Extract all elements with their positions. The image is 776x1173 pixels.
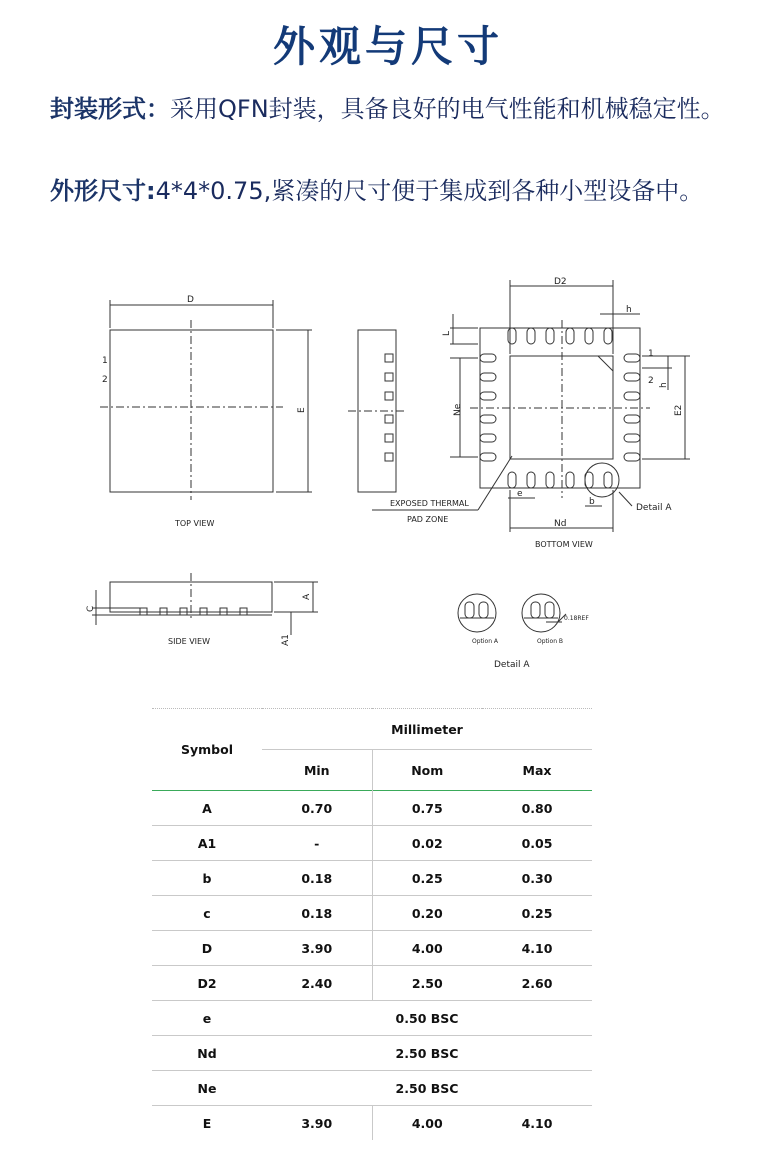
pin-2-bottom-label: 2	[648, 376, 654, 386]
option-a-label: Option A	[472, 638, 499, 645]
size-text: 4*4*0.75,紧凑的尺寸便于集成到各种小型设备中。	[155, 177, 704, 205]
row-max: 0.80	[482, 791, 592, 826]
detail-a-callout: Detail A	[636, 503, 672, 513]
table-row	[152, 896, 592, 931]
package-paragraph	[50, 94, 740, 124]
dim-a1-label: A1	[281, 634, 291, 646]
row-max: 0.30	[482, 861, 592, 896]
pin-1-bottom-label: 1	[648, 349, 654, 359]
row-nom: 0.20	[372, 896, 482, 931]
dim-e-pitch-label: e	[517, 489, 523, 499]
size-paragraph	[50, 176, 740, 206]
package-label: 封装形式：	[50, 95, 170, 123]
dim-l-label: L	[442, 330, 452, 336]
top-view-outline	[100, 300, 312, 500]
row-symbol: D	[152, 931, 262, 966]
table-row	[152, 1106, 592, 1141]
nom-header: Nom	[372, 750, 482, 791]
exposed-thermal-label: EXPOSED THERMAL	[390, 499, 469, 508]
dim-e-label: E	[297, 407, 307, 413]
table-row	[152, 1036, 592, 1071]
pad-zone-label: PAD ZONE	[407, 515, 449, 524]
bottom-view-caption: BOTTOM VIEW	[535, 540, 593, 549]
table-row	[152, 826, 592, 861]
dim-b-label: b	[589, 497, 595, 507]
dim-d-label: D	[187, 295, 194, 305]
table-row	[152, 791, 592, 826]
dim-h-right-label: h	[659, 382, 669, 388]
row-symbol: Ne	[152, 1071, 262, 1106]
package-drawing	[0, 270, 776, 680]
dimension-table	[152, 708, 592, 1140]
row-symbol: c	[152, 896, 262, 931]
top-view-caption: TOP VIEW	[175, 519, 215, 528]
dim-nd-label: Nd	[554, 519, 567, 529]
ref-018-label: 0.18REF	[564, 615, 589, 622]
package-text: 采用QFN封装，具备良好的电气性能和机械稳定性。	[170, 95, 725, 123]
detail-a-drawing	[458, 594, 566, 632]
side-view-outline	[92, 573, 318, 635]
row-nom: 4.00	[372, 931, 482, 966]
row-symbol: E	[152, 1106, 262, 1141]
row-min: 0.70	[262, 791, 372, 826]
dim-a-label: A	[302, 593, 312, 600]
row-max: 0.05	[482, 826, 592, 861]
row-symbol: b	[152, 861, 262, 896]
side-view-caption: SIDE VIEW	[168, 637, 210, 646]
table-row	[152, 1071, 592, 1106]
row-nom: 0.75	[372, 791, 482, 826]
row-nom: 2.50	[372, 966, 482, 1001]
row-min: 2.40	[262, 966, 372, 1001]
table-row	[152, 966, 592, 1001]
max-header: Max	[522, 762, 552, 778]
dim-ne-label: Ne	[453, 403, 463, 416]
row-symbol: Nd	[152, 1036, 262, 1071]
row-min: 3.90	[262, 1106, 372, 1141]
millimeter-header: Millimeter	[262, 709, 592, 750]
row-max: 0.25	[482, 896, 592, 931]
row-span-value: 2.50 BSC	[262, 1036, 592, 1071]
row-nom: 0.25	[372, 861, 482, 896]
row-max: 4.10	[482, 931, 592, 966]
pin-2-label: 2	[102, 375, 108, 385]
row-nom: 0.02	[372, 826, 482, 861]
symbol-header: Symbol	[152, 709, 262, 791]
page-title: 外观与尺寸	[272, 22, 503, 71]
table-row	[152, 1001, 592, 1036]
dim-d2-label: D2	[554, 277, 567, 287]
pin-1-label: 1	[102, 356, 108, 366]
dim-e2-label: E2	[674, 404, 684, 416]
end-view-outline	[348, 330, 404, 492]
min-header: Min	[303, 762, 330, 778]
row-min: 3.90	[262, 931, 372, 966]
row-min: -	[262, 826, 372, 861]
bottom-view-outline	[372, 280, 690, 532]
row-min: 0.18	[262, 896, 372, 931]
row-symbol: e	[152, 1001, 262, 1036]
table-row	[152, 931, 592, 966]
row-min: 0.18	[262, 861, 372, 896]
size-label: 外形尺寸:	[50, 177, 156, 205]
dim-h-top-label: h	[626, 305, 632, 315]
row-symbol: A	[152, 791, 262, 826]
dim-c-label: C	[86, 605, 96, 612]
row-symbol: A1	[152, 826, 262, 861]
option-b-label: Option B	[537, 638, 564, 645]
row-max: 4.10	[482, 1106, 592, 1141]
table-row	[152, 861, 592, 896]
row-max: 2.60	[482, 966, 592, 1001]
detail-a-caption: Detail A	[494, 660, 530, 670]
row-span-value: 2.50 BSC	[262, 1071, 592, 1106]
row-symbol: D2	[152, 966, 262, 1001]
row-nom: 4.00	[372, 1106, 482, 1141]
row-span-value: 0.50 BSC	[262, 1001, 592, 1036]
